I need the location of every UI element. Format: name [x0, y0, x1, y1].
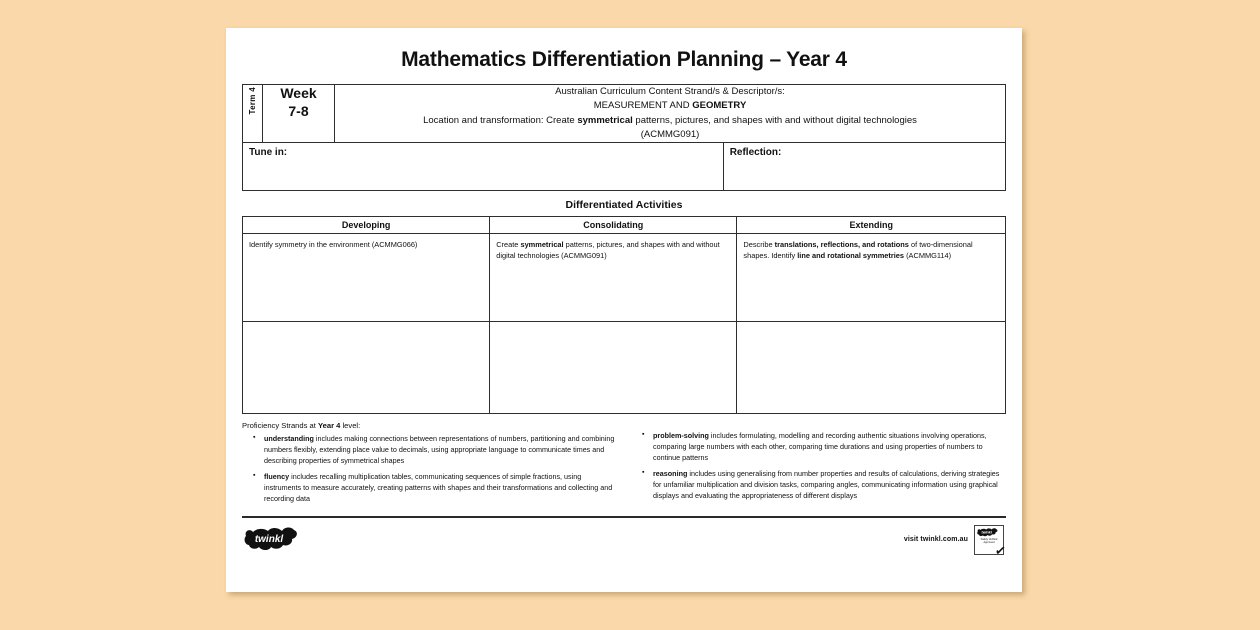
proficiency-title-a: Proficiency Strands at	[242, 421, 318, 430]
differentiated-activities-heading: Differentiated Activities	[565, 199, 683, 211]
activity-text-developing: Identify symmetry in the environment (ACMMG066)	[249, 240, 418, 249]
twinkl-logo-text: twinkl	[254, 533, 284, 545]
check-icon: ✓	[994, 541, 1007, 559]
badge-subtext: Safety Verified Approved	[980, 537, 998, 544]
week-range: 7-8	[288, 102, 309, 119]
proficiency-title-b: level:	[340, 421, 361, 430]
term-label: Term 4	[248, 87, 257, 115]
proficiency-desc-fluency: includes recalling multiplication tables, communicating sequences of simple fractions, using instruments to measure accurately, creating patterns with shapes and their transformations and collecting and recording data	[264, 471, 613, 503]
table-row	[243, 234, 1006, 322]
activity-blank-developing[interactable]	[243, 322, 490, 414]
strand-line-3	[335, 114, 1005, 128]
document-page	[226, 28, 1022, 592]
activity-blank-consolidating[interactable]	[490, 322, 737, 414]
week-cell	[263, 85, 335, 143]
proficiency-strands-section	[242, 421, 1006, 510]
term-cell	[243, 85, 263, 143]
curriculum-strand-table	[242, 84, 1006, 143]
table-row	[243, 85, 1006, 143]
activity-text-consolidating-a: Create	[496, 240, 521, 249]
strand-line-1: Australian Curriculum Content Strand/s & Descriptor/s:	[555, 86, 785, 97]
proficiency-desc-problem-solving: includes formulating, modelling and recording authentic situations involving operations, comparing large numbers with each other, comparing time durations and using properties of numbers to continue patterns	[653, 431, 987, 462]
activity-cell-consolidating[interactable]	[490, 234, 737, 322]
column-header-consolidating: Consolidating	[490, 217, 737, 234]
table-row	[243, 322, 1006, 414]
strand-line-2	[335, 99, 1005, 113]
column-header-developing: Developing	[243, 217, 490, 234]
column-header-extending: Extending	[737, 217, 1006, 234]
twinkl-badge-logo-text: twinkl	[981, 530, 992, 535]
strand-line-2-plain: MEASUREMENT AND	[593, 100, 693, 112]
list-item	[264, 434, 617, 467]
twinkl-logo[interactable]	[244, 527, 306, 553]
activity-text-consolidating-b: patterns, pictures, and shapes with and without digital technologies (ACMMG091)	[496, 240, 720, 261]
week-label: Week	[280, 85, 317, 101]
activity-cell-extending[interactable]	[737, 234, 1006, 322]
activity-text-extending-bold1: translations, reflections, and rotations	[774, 240, 909, 249]
proficiency-desc-understanding: includes making connections between representations of numbers, partitioning and combining numbers flexibly, extending place value to decimals, using appropriate language to communicate times and describing properties of symmetrical shapes	[264, 434, 615, 465]
table-row	[243, 143, 1006, 191]
proficiency-list-right	[631, 431, 1006, 502]
reflection-cell[interactable]: Reflection:	[723, 143, 1005, 191]
twinkl-verified-badge	[974, 525, 1007, 559]
proficiency-term-problem-solving: problem-solving	[653, 431, 709, 440]
footer-right-group	[903, 525, 1007, 559]
proficiency-right-column	[631, 421, 1006, 510]
proficiency-term-reasoning: reasoning	[653, 468, 688, 478]
strand-descriptor-cell	[335, 85, 1006, 143]
page-title: Mathematics Differentiation Planning – Year 4	[401, 48, 847, 71]
proficiency-left-column	[242, 421, 617, 510]
table-header-row	[243, 217, 1006, 234]
activity-text-extending-c: (ACMMG114)	[904, 251, 952, 261]
proficiency-title	[242, 421, 617, 430]
proficiency-list-left	[242, 434, 617, 505]
differentiated-activities-table	[242, 216, 1006, 414]
activity-text-consolidating-bold: symmetrical	[520, 240, 564, 249]
proficiency-desc-reasoning: includes using generalising from number properties and results of calculations, deriving strategies for unfamiliar multiplication and division tasks, comparing angles, communicating information using graphical displays and evaluating the appropriateness of different displays	[653, 468, 1000, 500]
activity-text-extending-bold2: line and rotational symmetries	[797, 251, 905, 261]
activity-cell-developing[interactable]	[243, 234, 490, 322]
activity-text-extending-b: of two-dimensional shapes. Identify	[743, 240, 973, 261]
strand-line-3-b: patterns, pictures, and shapes with and without digital technologies	[632, 114, 917, 126]
proficiency-term-understanding: understanding	[264, 434, 314, 443]
list-item	[653, 431, 1006, 464]
strand-line-3-bold: symmetrical	[577, 114, 633, 126]
strand-line-3-a: Location and transformation: Create	[423, 114, 578, 126]
list-item	[653, 469, 1006, 502]
proficiency-title-bold: Year 4	[317, 421, 341, 430]
tune-reflection-table	[242, 142, 1006, 191]
page-footer	[242, 518, 1007, 559]
strand-code: (ACMMG091)	[640, 128, 700, 140]
activity-blank-extending[interactable]	[737, 322, 1006, 414]
list-item	[264, 472, 617, 505]
proficiency-term-fluency: fluency	[264, 471, 290, 481]
strand-line-2-bold: GEOMETRY	[692, 100, 747, 112]
tune-in-cell[interactable]: Tune in:	[243, 143, 724, 191]
visit-url-text[interactable]: visit twinkl.com.au	[903, 536, 968, 544]
activity-text-extending-a: Describe	[743, 240, 775, 249]
